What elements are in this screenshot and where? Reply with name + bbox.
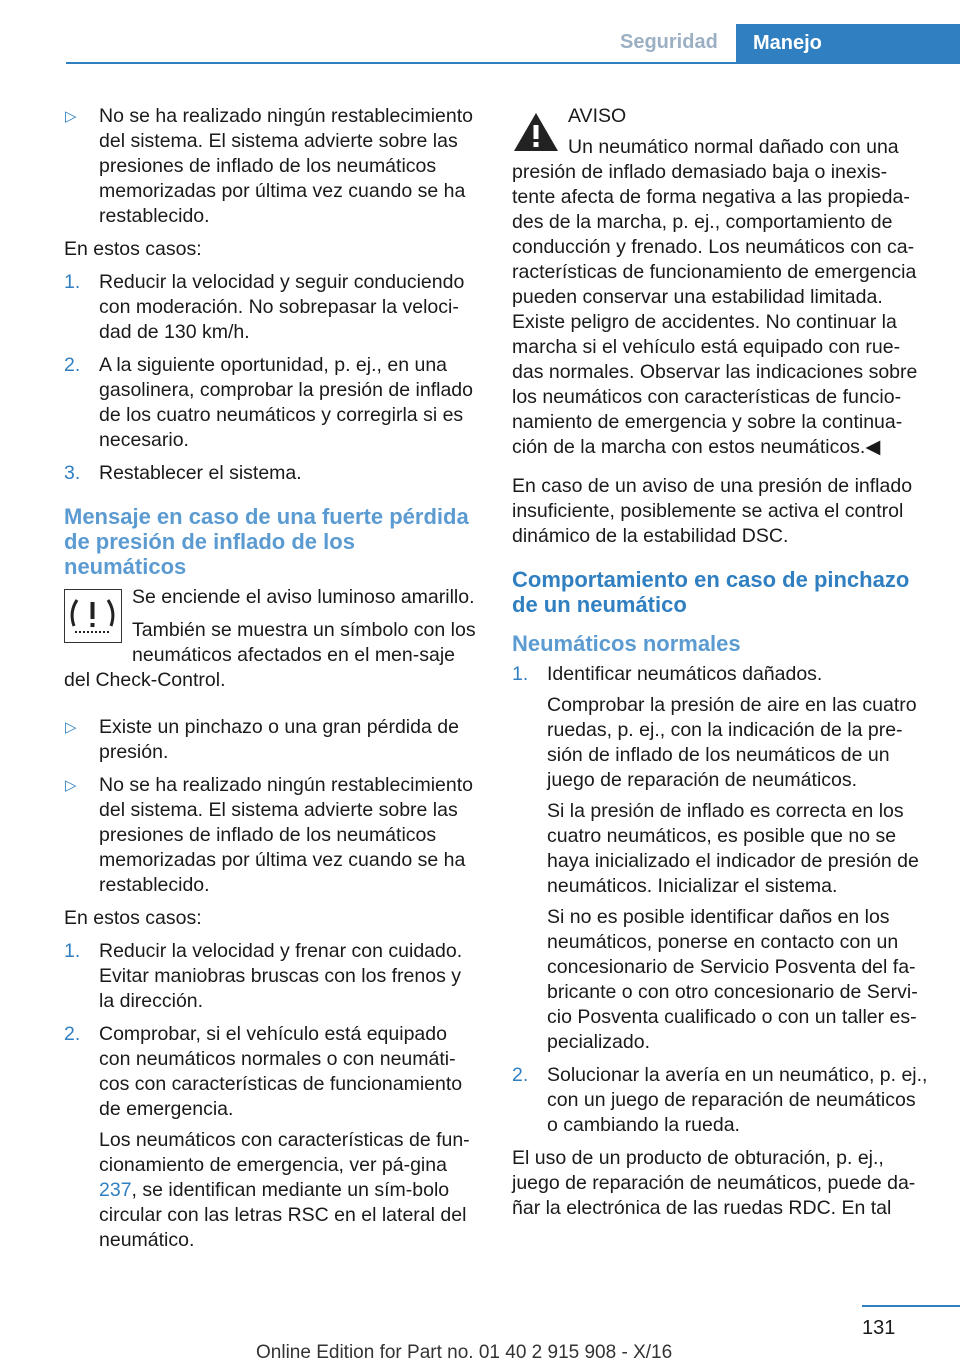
step-subparagraph: Los neumáticos con características de fun-cionamiento de emergencia, ver pá-gina 237, se identifican mediante un sím-bolo circular con las letras RSC en el lateral del neumático. (99, 1129, 470, 1251)
step-number: 1. (64, 940, 81, 962)
bullet-text: Existe un pinchazo o una gran pérdida de presión. (99, 716, 459, 763)
left-column (64, 104, 480, 1261)
tire-pressure-warning-icon (64, 589, 122, 643)
triangle-bullet-icon: ▷ (65, 719, 77, 736)
step-number: 1. (512, 663, 529, 685)
list-item (64, 773, 480, 898)
step-text: Comprobar, si el vehículo está equipado con neumáticos normales o con neumáti-cos con características de funcionamiento de emergencia. (99, 1023, 463, 1120)
list-item (64, 939, 480, 1014)
right-column (512, 104, 930, 1229)
step-number: 2. (512, 1064, 529, 1086)
step-number: 2. (64, 1023, 81, 1045)
list-item (512, 662, 930, 1055)
online-edition-note: Online Edition for Part no. 01 40 2 915 908 - X/16 (256, 1342, 673, 1363)
step-text: Reducir la velocidad y frenar con cuidado. Evitar maniobras bruscas con los frenos y la dirección. (99, 940, 463, 1012)
step-number: 1. (64, 271, 81, 293)
triangle-bullet-icon: ▷ (65, 108, 77, 125)
check-control-text: También se muestra un símbolo con los neumáticos afectados en el men-saje del Check-Control. (64, 619, 476, 691)
bullet-text: No se ha realizado ningún restablecimiento del sistema. El sistema advierte sobre las presiones de inflado de los neumáticos memorizadas por última vez cuando se ha restablecido. (99, 774, 473, 896)
cases-label: En estos casos: (64, 238, 202, 260)
header-active-tab: Manejo (736, 24, 960, 62)
header-section-label: Seguridad (620, 31, 718, 53)
list-item (64, 1022, 480, 1253)
list-item (512, 1063, 930, 1138)
step-text: A la siguiente oportunidad, p. ej., en una gasolinera, comprobar la presión de inflado de los cuatro neumáticos y corregirla si es necesario. (99, 354, 473, 451)
section-heading-pressure-loss: Mensaje en caso de una fuerte pérdida de presión de inflado de los neumáticos (64, 504, 469, 579)
step-text: Identificar neumáticos dañados. (547, 663, 823, 685)
warning-notice (512, 104, 930, 460)
step-number: 2. (64, 354, 81, 376)
header-rule (66, 62, 960, 64)
subsection-heading-normal-tires: Neumáticos normales (512, 631, 741, 656)
warning-light-text: Se enciende el aviso luminoso amarillo. (132, 586, 475, 608)
footer-rule (862, 1305, 960, 1307)
step-subparagraph: Si no es posible identificar daños en los neumáticos, ponerse en contacto con un concesionario de Servicio Posventa del fa-bricante o con otro concesionario de Servi-cio Posventa cualificado o con un taller es-pecializado. (547, 906, 918, 1053)
page-number: 131 (862, 1317, 896, 1339)
step-text: Reducir la velocidad y seguir conduciendo con moderación. No sobrepasar la veloci-dad de 130 km/h. (99, 271, 465, 343)
list-item (64, 104, 480, 229)
triangle-bullet-icon: ▷ (65, 777, 77, 794)
step-subparagraph: Comprobar la presión de aire en las cuatro ruedas, p. ej., con la indicación de la pre-sión de inflado de los neumáticos de un juego de reparación de neumáticos. (547, 694, 917, 791)
list-item (64, 715, 480, 765)
step-subparagraph: Si la presión de inflado es correcta en los cuatro neumáticos, es posible que no se haya inicializado el indicador de presión de neumáticos. Inicializar el sistema. (547, 800, 919, 897)
warning-triangle-icon (512, 110, 560, 154)
bullet-text: No se ha realizado ningún restablecimiento del sistema. El sistema advierte sobre las presiones de inflado de los neumáticos memorizadas por última vez cuando se ha restablecido. (99, 105, 473, 227)
cases-label: En estos casos: (64, 907, 202, 929)
step-text: Restablecer el sistema. (99, 462, 302, 484)
step-text: Solucionar la avería en un neumático, p. ej., con un juego de reparación de neumáticos o cambiando la rueda. (547, 1064, 928, 1136)
list-item (64, 270, 480, 345)
warning-title: AVISO (568, 105, 627, 127)
warning-light-block (64, 585, 480, 701)
page-link[interactable]: 237 (99, 1179, 132, 1201)
step-number: 3. (64, 462, 81, 484)
section-heading-puncture: Comportamiento en caso de pinchazo de un neumático (512, 567, 910, 617)
final-paragraph: El uso de un producto de obturación, p. ej., juego de reparación de neumáticos, puede da-ñar la electrónica de las ruedas RDC. En tal (512, 1147, 916, 1219)
list-item (64, 353, 480, 453)
dsc-text: En caso de un aviso de una presión de inflado insuficiente, posiblemente se activa el control dinámico de la estabilidad DSC. (512, 475, 913, 547)
list-item (64, 461, 480, 486)
warning-text: Un neumático normal dañado con una presión de inflado demasiado baja o inexis-tente afecta de forma negativa a las propieda-des de la marcha, p. ej., comportamiento de conducción y frenado. Los neumáticos con ca-racterísticas de funcionamiento de emergencia pueden conservar una estabilidad limitada. Existe peligro de accidentes. No continuar la marcha si el vehículo está equipado con rue-das normales. Observar las indicaciones sobre los neumáticos con características de funcio-namiento de emergencia y sobre la continua-ción de la marcha con estos neumáticos.◀ (512, 136, 918, 458)
